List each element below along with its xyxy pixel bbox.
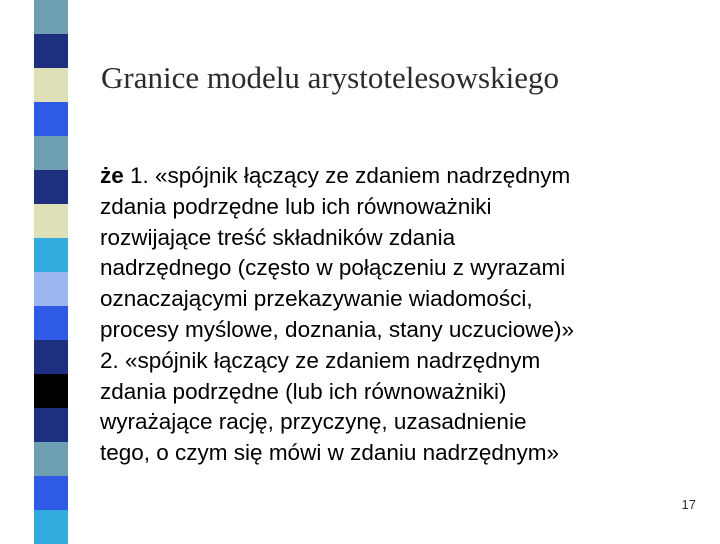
body-line-4: nadrzędnego (często w połączeniu z wyrazami [100,255,566,281]
body-line-2: zdania podrzędne lub ich równoważniki [100,193,492,219]
stripe-block [34,204,68,238]
slide-title: Granice modelu arystotelesowskiego [101,60,559,95]
keyword: że [100,163,124,188]
stripe-block [34,408,68,442]
stripe-block [34,340,68,374]
stripe-block [34,34,68,68]
stripe-block [34,170,68,204]
body-line-6: procesy myślowe, doznania, stany uczuciowe)» [100,316,574,342]
body-line-8: zdania podrzędne (lub ich równoważniki) [100,378,507,404]
stripe-block [34,510,68,544]
stripe-block [34,238,68,272]
decorative-stripe [0,0,68,540]
stripe-block [34,374,68,408]
body-line-5: oznaczającymi przekazywanie wiadomości, [100,286,533,312]
body-line-1-text: 1. «spójnik łączący ze zdaniem nadrzędnym [123,163,571,188]
stripe-block [34,136,68,170]
body-line-10: tego, o czym się mówi w zdaniu nadrzędnym» [100,440,559,466]
body-line-7: 2. «spójnik łączący ze zdaniem nadrzędnym [100,347,541,373]
body-line-3: rozwijające treść składników zdania [100,224,456,250]
stripe-block [34,272,68,306]
stripe-block [34,306,68,340]
stripe-block [34,68,68,102]
stripe-block [34,102,68,136]
stripe-block [34,442,68,476]
slide-body [100,161,700,469]
stripe-block [34,476,68,510]
page-number: 17 [681,497,696,512]
body-line-1 [100,161,700,192]
body-line-9: wyrażające rację, przyczynę, uzasadnienie [100,409,527,435]
stripe-block [34,0,68,34]
